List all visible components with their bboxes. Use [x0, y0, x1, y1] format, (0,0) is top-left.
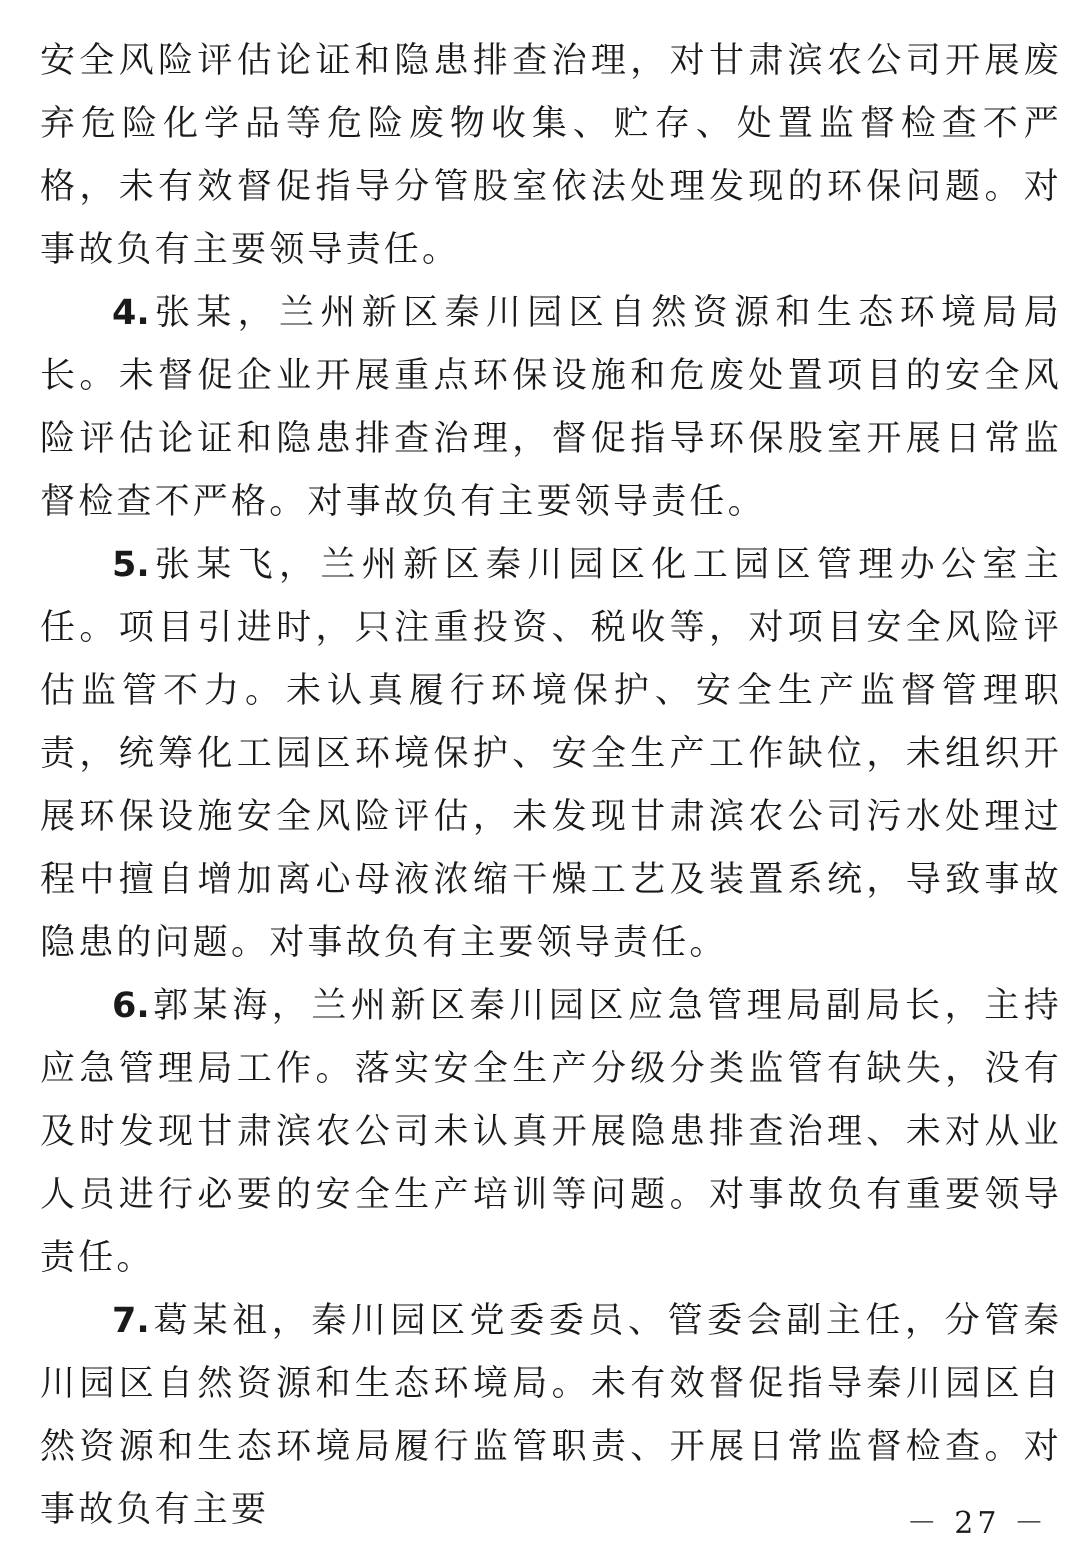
- paragraph-continuation: [40, 30, 1062, 282]
- paragraph-text: 郭某海，兰州新区秦川园区应急管理局副局长，主持应急管理局工作。落实安全生产分级分类监管有缺失，没有及时发现甘肃滨农公司未认真开展隐患排查治理、未对从业人员进行必要的安全生产培训等问题。对事故负有重要领导责任。: [40, 986, 1062, 1278]
- paragraph-text: 张某，兰州新区秦川园区自然资源和生态环境局局长。未督促企业开展重点环保设施和危废处置项目的安全风险评估论证和隐患排查治理，督促指导环保股室开展日常监督检查不严格。对事故负有主要领导责任。: [40, 293, 1062, 522]
- paragraph-item-4: [40, 282, 1062, 534]
- paragraph-text: 葛某祖，秦川园区党委委员、管委会副主任，分管秦川园区自然资源和生态环境局。未有效督促指导秦川园区自然资源和生态环境局履行监管职责、开展日常监督检查。对事故负有主要: [40, 1301, 1062, 1530]
- paragraph-item-6: [40, 975, 1062, 1290]
- item-number: 4.: [112, 293, 150, 333]
- paragraph-item-5: [40, 534, 1062, 975]
- item-number: 5.: [112, 545, 150, 585]
- paragraph-text: 安全风险评估论证和隐患排查治理，对甘肃滨农公司开展废弃危险化学品等危险废物收集、贮存、处置监督检查不严格，未有效督促指导分管股室依法处理发现的环保问题。对事故负有主要领导责任。: [40, 41, 1062, 270]
- item-number: 7.: [112, 1301, 150, 1341]
- page-number: － 27 －: [906, 1506, 1048, 1541]
- document-body: [40, 30, 1062, 1542]
- paragraph-text: 张某飞，兰州新区秦川园区化工园区管理办公室主任。项目引进时，只注重投资、税收等，对项目安全风险评估监管不力。未认真履行环境保护、安全生产监督管理职责，统筹化工园区环境保护、安全生产工作缺位，未组织开展环保设施安全风险评估，未发现甘肃滨农公司污水处理过程中擅自增加离心母液浓缩干燥工艺及装置系统，导致事故隐患的问题。对事故负有主要领导责任。: [40, 545, 1062, 963]
- item-number: 6.: [112, 986, 150, 1026]
